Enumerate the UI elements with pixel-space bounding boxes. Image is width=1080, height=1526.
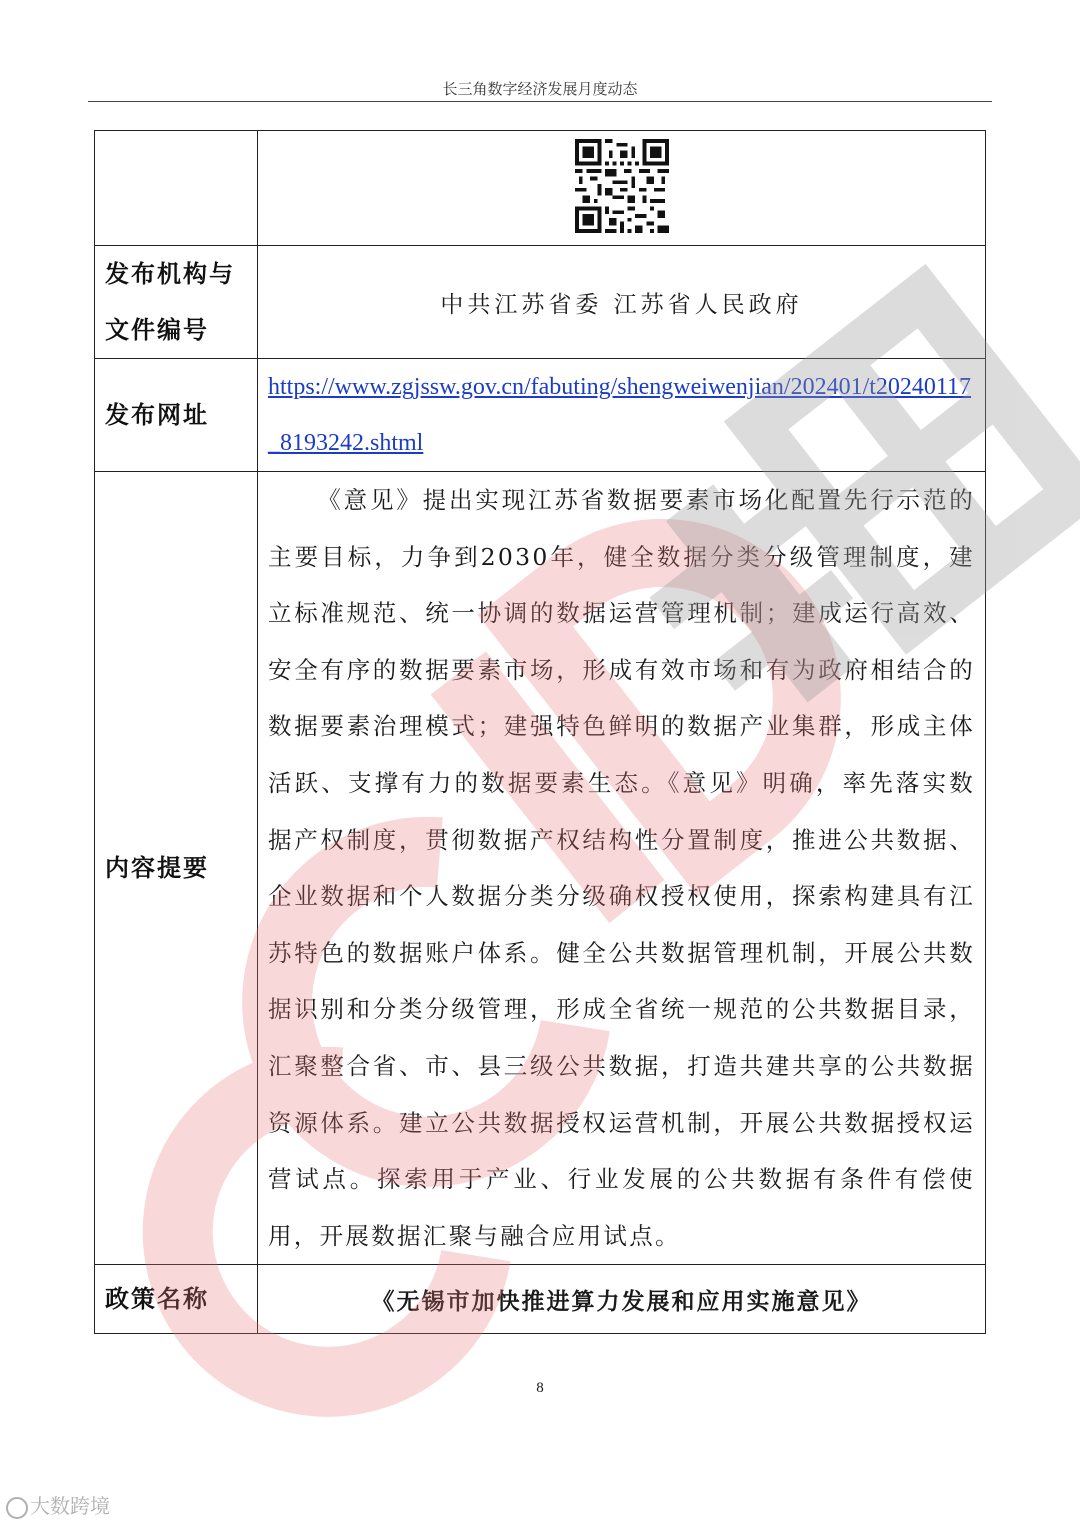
table-row xyxy=(95,246,986,359)
org-label: 发布机构与文件编号 xyxy=(95,246,258,359)
logo-icon xyxy=(6,1497,28,1519)
table-row xyxy=(95,1265,986,1334)
org-value: 中共江苏省委 江苏省人民政府 xyxy=(258,246,986,359)
qr-label-cell xyxy=(95,131,258,246)
url-label: 发布网址 xyxy=(95,359,258,472)
source-name: 大数跨境 xyxy=(30,1494,110,1518)
header-divider xyxy=(88,101,992,102)
table-row xyxy=(95,131,986,246)
policy-table xyxy=(94,130,986,1334)
summary-label: 内容提要 xyxy=(95,472,258,1265)
summary-cell xyxy=(258,472,986,1265)
table-row xyxy=(95,359,986,472)
running-header: 长三角数字经济发展月度动态 xyxy=(442,80,638,98)
table-row xyxy=(95,472,986,1265)
policy-name: 《无锡市加快推进算力发展和应用实施意见》 xyxy=(258,1265,986,1334)
qr-cell xyxy=(258,131,986,246)
summary-text: 《意见》提出实现江苏省数据要素市场化配置先行示范的主要目标，力争到2030年，健全数据分类分级管理制度，建立标准规范、统一协调的数据运营管理机制；建成运行高效、安全有序的数据要素市场，形成有效市场和有为政府相结合的数据要素治理模式；建强特色鲜明的数据产业集群，形成主体活跃、支撑有力的数据要素生态。《意见》明确，率先落实数据产权制度，贯彻数据产权结构性分置制度，推进公共数据、企业数据和个人数据分类分级确权授权使用，探索构建具有江苏特色的数据账户体系。健全公共数据管理机制，开展公共数据识别和分类分级管理，形成全省统一规范的公共数据目录，汇聚整合省、市、县三级公共数据，打造共建共享的公共数据资源体系。建立公共数据授权运营机制，开展公共数据授权运营试点。探索用于产业、行业发展的公共数据有条件有偿使用，开展数据汇聚与融合应用试点。 xyxy=(268,486,975,1250)
source-watermark xyxy=(6,1490,110,1519)
url-link[interactable]: https://www.zgjssw.gov.cn/fabuting/shengweiwenjian/202401/t20240117_8193242.shtml xyxy=(258,359,986,472)
policy-label: 政策名称 xyxy=(95,1265,258,1334)
page-number: 8 xyxy=(536,1380,544,1396)
qr-code-icon[interactable] xyxy=(575,139,669,233)
